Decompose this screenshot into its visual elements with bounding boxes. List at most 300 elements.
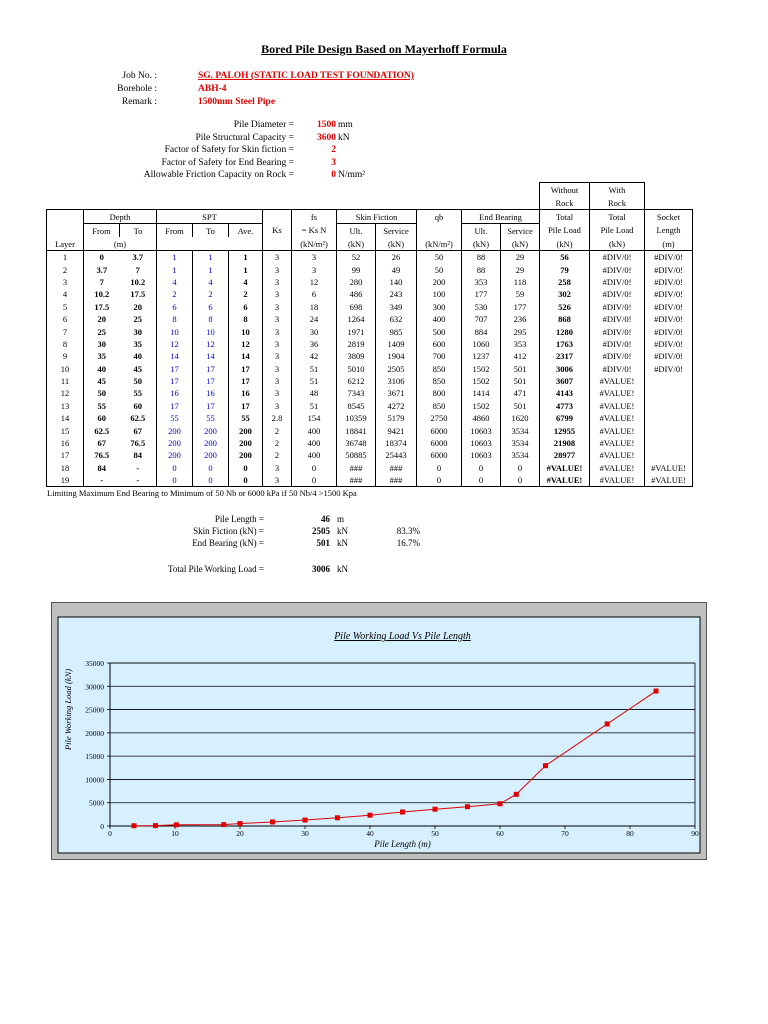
table-cell: 59 (515, 289, 525, 300)
table-cell: #DIV/0! (645, 251, 693, 264)
table-cell: 14 (47, 412, 84, 424)
table-cell: 400 (292, 424, 337, 436)
table-cell: 7 (84, 276, 120, 288)
table-cell: #VALUE! (590, 437, 645, 449)
table-cell: 501 (513, 363, 527, 374)
table-cell: 471 (513, 388, 527, 399)
table-cell: 6000 (417, 437, 462, 449)
table-cell: 88 (462, 263, 501, 275)
table-cell: 88 (462, 251, 501, 264)
param-unit: N/mm² (338, 170, 366, 180)
header-with: With (590, 183, 645, 197)
table-cell: #DIV/0! (590, 263, 645, 275)
data-point (514, 792, 519, 797)
table-cell: #DIV/0! (590, 350, 645, 362)
table-cell: 236 (513, 314, 527, 325)
table-cell: 8 (243, 314, 248, 325)
data-point (543, 763, 548, 768)
table-cell: 6212 (337, 375, 376, 387)
table-cell (645, 387, 693, 399)
table-cell: 18 (292, 301, 337, 313)
x-tick-label: 30 (301, 829, 309, 838)
header-fs-formula: = Ks N (292, 224, 337, 238)
table-cell: 1414 (462, 387, 501, 399)
table-cell: 4272 (387, 400, 405, 411)
table-cell: 99 (337, 263, 376, 275)
table-cell: 50 (417, 263, 462, 275)
table-cell: 353 (462, 276, 501, 288)
table-row (47, 387, 693, 399)
table-cell: 3671 (387, 388, 405, 399)
table-cell: #DIV/0! (590, 313, 645, 325)
x-axis-label: Pile Length (m) (374, 839, 431, 849)
table-cell: 9421 (387, 425, 405, 436)
table-cell: 1280 (540, 325, 590, 337)
table-cell: 14 (193, 350, 229, 362)
table-cell: 11 (47, 375, 84, 387)
table-cell: 18841 (337, 424, 376, 436)
table-cell: 1 (47, 251, 84, 264)
end-bearing-label: End Bearing (kN) = (192, 538, 264, 548)
table-cell: 3 (263, 251, 292, 264)
table-cell: 3534 (511, 425, 529, 436)
table-cell: 140 (389, 276, 403, 287)
header-qb: qb (417, 210, 462, 224)
table-cell: 600 (417, 338, 462, 350)
table-cell: 48 (292, 387, 337, 399)
remark-label: Remark : (121, 97, 157, 107)
data-point (400, 810, 405, 815)
table-cell: 67 (84, 437, 120, 449)
table-cell: 6 (47, 313, 84, 325)
x-tick-label: 50 (431, 829, 439, 838)
table-cell: 7 (135, 264, 140, 275)
table-cell: 62.5 (84, 424, 120, 436)
plot-background (58, 617, 700, 853)
data-point (153, 823, 158, 828)
table-row (47, 263, 693, 275)
table-cell: 1904 (387, 351, 405, 362)
table-cell: 50885 (337, 449, 376, 461)
table-cell: #DIV/0! (590, 363, 645, 375)
table-cell: 17 (241, 363, 250, 374)
table-row (47, 363, 693, 375)
table-cell: 0 (417, 462, 462, 474)
table-cell: 3 (292, 251, 337, 264)
param-value: 2 (331, 145, 336, 155)
table-cell: 1620 (511, 413, 529, 424)
table-cell: 3 (263, 325, 292, 337)
table-cell: #DIV/0! (645, 363, 693, 375)
table-cell: 9 (47, 350, 84, 362)
table-cell: 0 (157, 462, 193, 474)
table-cell: 530 (462, 301, 501, 313)
param-value: 1500 (317, 120, 336, 130)
table-cell: 12 (241, 338, 250, 349)
table-cell: 25 (84, 325, 120, 337)
table-cell: 7343 (337, 387, 376, 399)
x-tick-label: 90 (691, 829, 699, 838)
table-cell: 985 (389, 326, 403, 337)
table-cell: 2819 (337, 338, 376, 350)
table-cell: 8 (193, 313, 229, 325)
table-cell: ### (389, 462, 403, 473)
table-cell: 17 (241, 400, 250, 411)
table-cell: 280 (337, 276, 376, 288)
table-cell: 8 (47, 338, 84, 350)
table-cell: 10603 (462, 449, 501, 461)
table-cell: 2 (263, 437, 292, 449)
header-row-1 (47, 210, 693, 224)
header-row-rock-top (47, 183, 693, 197)
table-cell (645, 400, 693, 412)
table-cell: 2 (263, 424, 292, 436)
table-cell: 45 (133, 363, 142, 374)
table-cell: 0 (501, 474, 540, 487)
table-cell: 500 (417, 325, 462, 337)
table-cell: #VALUE! (590, 375, 645, 387)
table-cell: 2.8 (263, 412, 292, 424)
table-cell: 0 (193, 462, 229, 474)
data-point (498, 801, 503, 806)
table-cell: 4 (193, 276, 229, 288)
job-value: SG. PALOH (STATIC LOAD TEST FOUNDATION) (198, 71, 414, 81)
table-cell: 1763 (540, 338, 590, 350)
y-tick-label: 15000 (85, 752, 104, 762)
y-tick-label: 35000 (85, 659, 104, 668)
param-label: Pile Diameter = (233, 120, 294, 130)
table-cell: 200 (157, 437, 193, 449)
chart-title: Pile Working Load Vs Pile Length (334, 631, 471, 642)
skin-fiction-percent: 83.3% (396, 526, 420, 536)
table-cell: 632 (389, 314, 403, 325)
table-cell: 21908 (540, 437, 590, 449)
pile-length-value: 46 (321, 514, 330, 524)
table-cell: 55 (157, 412, 193, 424)
table-cell: 1264 (337, 313, 376, 325)
header-total: Total (540, 210, 590, 224)
param-value: 3 (331, 158, 336, 168)
table-cell: 0 (193, 474, 229, 487)
table-cell: 17 (157, 400, 193, 412)
table-cell: 0 (462, 462, 501, 474)
table-cell: 6000 (417, 449, 462, 461)
table-cell: 84 (84, 462, 120, 474)
table-cell: 55 (84, 400, 120, 412)
table-cell: 154 (292, 412, 337, 424)
table-cell: 4143 (540, 387, 590, 399)
header-end-ult: Ult. (462, 224, 501, 238)
table-cell: 0 (157, 474, 193, 487)
table-cell: 51 (292, 375, 337, 387)
table-cell (645, 424, 693, 436)
table-cell: 3 (263, 301, 292, 313)
page-title: Bored Pile Design Based on Mayerhoff Formula (261, 42, 507, 56)
table-row (47, 288, 693, 300)
table-cell: 36 (292, 338, 337, 350)
table-cell: #DIV/0! (590, 251, 645, 264)
y-tick-label: 25000 (85, 705, 104, 715)
table-cell: 10.2 (84, 288, 120, 300)
table-cell: 200 (193, 437, 229, 449)
table-cell: #DIV/0! (590, 338, 645, 350)
table-row (47, 424, 693, 436)
header-spt-to: To (193, 224, 229, 238)
table-cell: - (84, 474, 120, 487)
param-value: 0 (331, 170, 336, 180)
table-cell: 4773 (540, 400, 590, 412)
table-cell: 6 (157, 301, 193, 313)
table-cell: 49 (391, 264, 401, 275)
table-cell: 6 (292, 288, 337, 300)
table-cell: 400 (417, 313, 462, 325)
data-point (270, 819, 275, 824)
borehole-value: ABH-4 (198, 84, 227, 94)
table-row (47, 375, 693, 387)
table-cell: 35 (84, 350, 120, 362)
table-cell: 3 (47, 276, 84, 288)
param-label: Pile Structural Capacity = (195, 133, 294, 143)
table-cell: 4 (243, 276, 248, 287)
table-cell: 0 (462, 474, 501, 487)
header-pile-load: Pile Load (590, 224, 645, 238)
table-cell: 1060 (462, 338, 501, 350)
table-cell: 30 (133, 326, 142, 337)
header-skin-fiction: Skin Fiction (337, 210, 417, 224)
table-cell: 884 (462, 325, 501, 337)
table-cell: 3 (263, 276, 292, 288)
end-bearing-percent: 16.7% (396, 538, 420, 548)
table-cell: 17 (193, 375, 229, 387)
table-cell: 4 (157, 276, 193, 288)
chart-frame (51, 602, 707, 860)
table-cell: - (120, 474, 157, 487)
table-row (47, 412, 693, 424)
table-cell: 16 (157, 387, 193, 399)
table-cell: 850 (417, 400, 462, 412)
param-value: 3600 (317, 133, 336, 143)
table-cell: 67 (133, 425, 142, 436)
table-cell: 30 (84, 338, 120, 350)
table-cell: 295 (513, 326, 527, 337)
table-cell: 3 (263, 400, 292, 412)
table-cell: 17 (193, 363, 229, 375)
table-cell: 29 (515, 264, 525, 275)
header-end-bearing: End Bearing (462, 210, 540, 224)
header-row-3 (47, 237, 693, 251)
header-length: Length (645, 224, 693, 238)
table-cell: 0 (243, 462, 248, 473)
table-cell: 1409 (387, 338, 405, 349)
header-pile-load: Pile Load (540, 224, 590, 238)
table-row (47, 350, 693, 362)
table-cell: #DIV/0! (645, 325, 693, 337)
table-cell: 12 (292, 276, 337, 288)
table-cell: 35 (133, 338, 142, 349)
y-axis-label: Pile Working Load (kN) (63, 668, 73, 751)
table-cell: 51 (292, 400, 337, 412)
table-cell: 3 (263, 375, 292, 387)
data-point (654, 689, 659, 694)
table-cell: #VALUE! (590, 462, 645, 474)
total-load-unit: kN (337, 564, 348, 574)
x-tick-label: 60 (496, 829, 504, 838)
table-cell: 3 (263, 263, 292, 275)
table-cell: 10 (47, 363, 84, 375)
table-cell: #DIV/0! (590, 288, 645, 300)
header-row-2 (47, 224, 693, 238)
table-cell: 10359 (337, 412, 376, 424)
table-cell: ### (337, 462, 376, 474)
header-fs-unit: (kN/m²) (292, 237, 337, 251)
table-cell: 8545 (337, 400, 376, 412)
header-skin-ult-unit: (kN) (337, 237, 376, 251)
table-cell: 13 (47, 400, 84, 412)
skin-fiction-unit: kN (337, 526, 348, 536)
table-cell: 501 (513, 400, 527, 411)
table-cell: #DIV/0! (645, 350, 693, 362)
pile-design-table (46, 182, 693, 487)
table-cell: #VALUE! (645, 462, 693, 474)
total-load-value: 3006 (312, 564, 330, 574)
table-cell: 1502 (462, 375, 501, 387)
table-cell: 243 (389, 289, 403, 300)
x-tick-label: 20 (236, 829, 244, 838)
table-row (47, 251, 693, 264)
header-rock: Rock (590, 196, 645, 210)
table-cell: 1502 (462, 363, 501, 375)
end-bearing-unit: kN (337, 538, 348, 548)
table-cell: 19 (47, 474, 84, 487)
table-cell: 12955 (540, 424, 590, 436)
table-cell: #DIV/0! (590, 301, 645, 313)
table-cell: 300 (417, 301, 462, 313)
table-cell: 16 (241, 388, 250, 399)
table-cell: 0 (292, 462, 337, 474)
pile-load-chart (52, 603, 706, 859)
table-cell: 400 (292, 437, 337, 449)
table-cell: 55 (241, 413, 250, 424)
table-cell: 1 (243, 264, 248, 275)
table-cell: 2750 (417, 412, 462, 424)
data-point (433, 807, 438, 812)
table-cell: 55 (193, 412, 229, 424)
table-cell: 3006 (540, 363, 590, 375)
pile-length-label: Pile Length = (214, 514, 264, 524)
job-label: Job No. : (122, 71, 157, 81)
table-cell (645, 437, 693, 449)
table-cell: 118 (513, 276, 527, 287)
table-cell: 1 (157, 263, 193, 275)
table-cell: #DIV/0! (645, 301, 693, 313)
table-cell (645, 412, 693, 424)
table-cell: 55 (133, 388, 142, 399)
data-point (465, 804, 470, 809)
table-cell: 40 (84, 363, 120, 375)
remark-value: 1500mm Steel Pipe (198, 97, 276, 107)
table-cell: - (136, 462, 140, 473)
table-cell: #DIV/0! (645, 338, 693, 350)
table-cell: 400 (292, 449, 337, 461)
table-cell: 177 (462, 288, 501, 300)
header-ks: Ks (263, 224, 292, 238)
param-unit: kN (338, 133, 350, 143)
table-cell: 3809 (337, 350, 376, 362)
table-cell: 17 (241, 376, 250, 387)
header-ave: Ave. (237, 225, 254, 236)
header-socket-unit: (m) (645, 237, 693, 251)
header-socket: Socket (645, 210, 693, 224)
table-cell: 12 (193, 338, 229, 350)
x-tick-label: 70 (561, 829, 569, 838)
table-cell: 20 (84, 313, 120, 325)
table-cell: #DIV/0! (645, 276, 693, 288)
table-cell: 258 (540, 276, 590, 288)
table-cell: 707 (462, 313, 501, 325)
table-cell: 2 (243, 289, 248, 300)
table-cell: 5010 (337, 363, 376, 375)
table-cell: 2 (157, 288, 193, 300)
y-tick-label: 0 (100, 822, 104, 831)
table-cell: 42 (292, 350, 337, 362)
table-row (47, 449, 693, 461)
table-cell: 7 (47, 325, 84, 337)
table-cell: ### (376, 474, 417, 487)
table-cell: 850 (417, 363, 462, 375)
table-cell: 1971 (337, 325, 376, 337)
table-cell: 10603 (462, 424, 501, 436)
table-cell: #VALUE! (590, 474, 645, 487)
borehole-label: Borehole : (117, 84, 157, 94)
table-cell: 14 (241, 351, 250, 362)
table-cell: 17 (193, 400, 229, 412)
table-cell: 200 (239, 425, 252, 436)
y-tick-label: 5000 (89, 798, 104, 808)
table-cell: 18 (47, 462, 84, 474)
end-bearing-note: Limiting Maximum End Bearing to Minimum of 50 Nb or 6000 kPa if 50 Nb/4 >1500 Kpa (47, 488, 357, 498)
table-cell: 14 (157, 350, 193, 362)
table-cell: 60 (133, 400, 142, 411)
table-row (47, 338, 693, 350)
table-cell: 51 (292, 363, 337, 375)
table-cell: 200 (239, 438, 252, 449)
table-cell: 177 (513, 301, 527, 312)
table-cell: #DIV/0! (590, 325, 645, 337)
table-cell: 3 (263, 338, 292, 350)
table-cell: 3 (263, 462, 292, 474)
header-end-ult-unit: (kN) (462, 237, 501, 251)
table-cell: 1502 (462, 400, 501, 412)
table-cell: 700 (417, 350, 462, 362)
table-cell: 3 (263, 288, 292, 300)
header-qb-unit: (kN/m²) (417, 237, 462, 251)
data-point (368, 813, 373, 818)
table-cell: 3534 (511, 450, 529, 461)
header-spt-from: From (157, 224, 193, 238)
table-cell: 6 (243, 301, 248, 312)
table-cell: 76.5 (130, 438, 146, 449)
table-cell: #DIV/0! (645, 313, 693, 325)
table-cell: 200 (417, 276, 462, 288)
table-cell: 16 (47, 437, 84, 449)
header-from: From (84, 224, 120, 238)
table-cell: 17.5 (84, 301, 120, 313)
table-row (47, 313, 693, 325)
table-cell: 1 (193, 263, 229, 275)
table-cell: 2 (47, 263, 84, 275)
table-cell: #VALUE! (590, 387, 645, 399)
table-cell: #DIV/0! (645, 263, 693, 275)
